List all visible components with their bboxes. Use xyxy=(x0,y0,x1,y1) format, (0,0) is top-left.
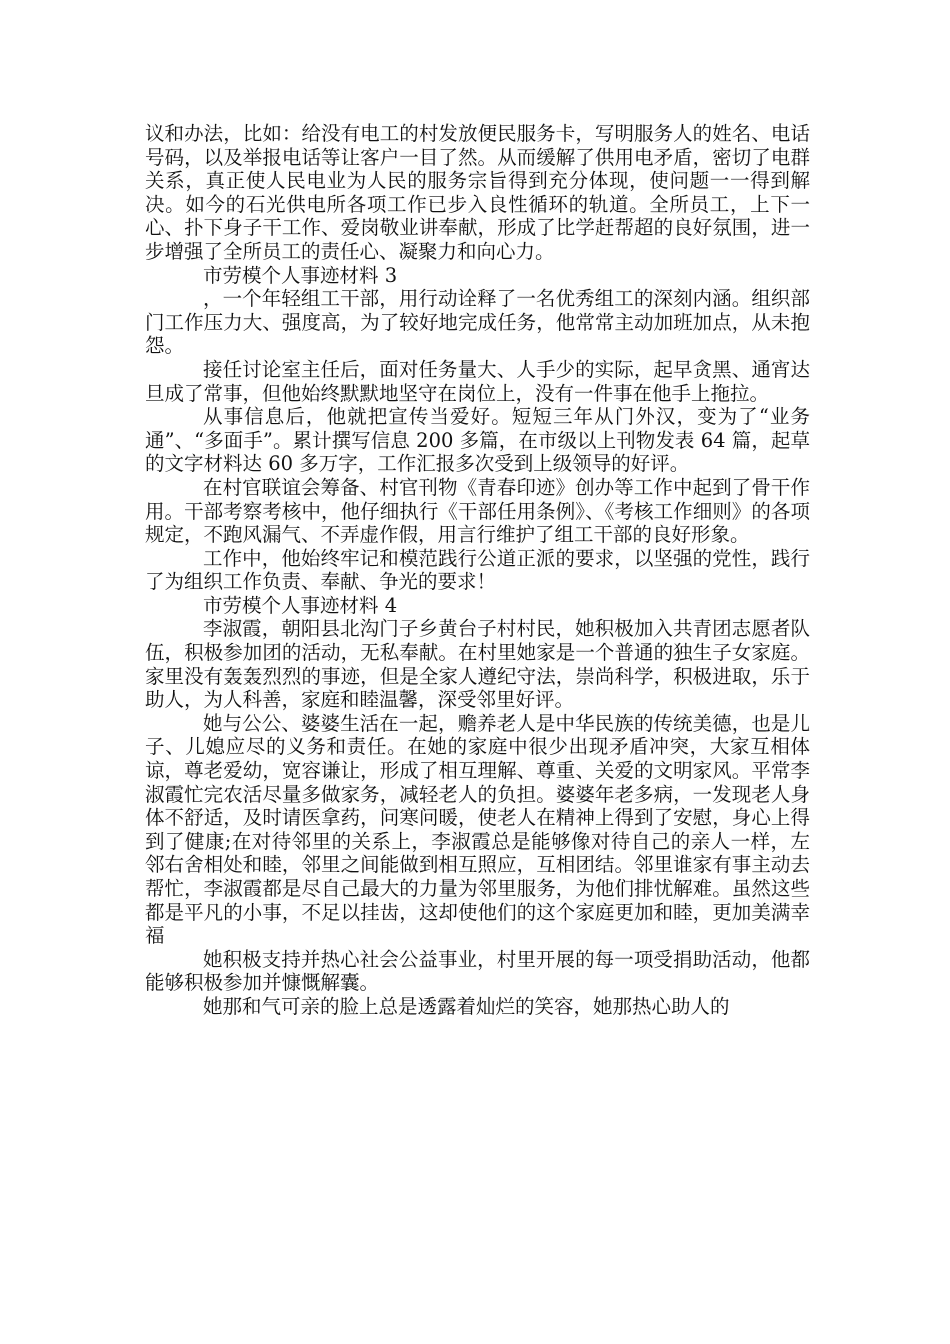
document-body xyxy=(145,122,810,1019)
paragraph-power-supply: 议和办法，比如：给没有电工的村发放便民服务卡，写明服务人的姓名、电话号码，以及举报电话等让客户一目了然。从而缓解了供用电矛盾，密切了电群关系，真正使人民电业为人民的服务宗旨得到充分体现，使问题一一得到解决。如今的石光供电所各项工作已步入良性循环的轨道。全所员工，上下一心、扑下身子干工作、爱岗敬业讲奉献，形成了比学赶帮超的良好氛围，进一步增强了全所员工的责任心、凝聚力和向心力。 xyxy=(145,122,810,263)
section-heading-3: 市劳模个人事迹材料 3 xyxy=(203,263,398,287)
section-heading-4: 市劳模个人事迹材料 4 xyxy=(203,593,398,617)
paragraph-family-harmony: 她与公公、婆婆生活在一起，赡养老人是中华民族的传统美德，也是儿子、儿媳应尽的义务和责任。在她的家庭中很少出现矛盾冲突，大家互相体谅，尊老爱幼，宽容谦让，形成了相互理解、尊重、关爱的文明家风。平常李淑霞忙完农活尽量多做家务，减轻老人的负担。婆婆年老多病，一发现老人身体不舒适，及时请医拿药，问寒问暖，使老人在精神上得到了安慰，身心上得到了健康;在对待邻里的关系上，李淑霞总是能够像对待自己的亲人一样，左邻右舍相处和睦，邻里之间能做到相互照应，互相团结。邻里谁家有事主动去帮忙，李淑霞都是尽自己最大的力量为邻里服务，为他们排忧解难。虽然这些都是平凡的小事，不足以挂齿，这却使他们的这个家庭更加和睦，更加美满幸福 xyxy=(145,711,810,948)
paragraph-li-shuxia-intro: 李淑霞，朝阳县北沟门子乡黄台子村村民，她积极加入共青团志愿者队伍，积极参加团的活动，无私奉献。在村里她家是一个普通的独生子女家庭。家里没有轰轰烈烈的事迹，但是全家人遵纪守法，崇尚科学，积极进取，乐于助人，为人科善，家庭和睦温馨，深受邻里好评。 xyxy=(145,617,810,712)
paragraph-fairness: 工作中，他始终牢记和模范践行公道正派的要求，以坚强的党性，践行了为组织工作负责、奉献、争光的要求！ xyxy=(145,546,810,594)
paragraph-research-office: 接任讨论室主任后，面对任务量大、人手少的实际，起早贪黑、通宵达旦成了常事，但他始终默默地坚守在岗位上，没有一件事在他手上拖拉。 xyxy=(145,357,810,405)
paragraph-public-welfare: 她积极支持并热心社会公益事业，村里开展的每一项受捐助活动，他都能够积极参加并慷慨解囊。 xyxy=(145,947,810,995)
paragraph-young-cadre: ，一个年轻组工干部，用行动诠释了一名优秀组工的深刻内涵。组织部门工作压力大、强度高，为了较好地完成任务，他常常主动加班加点，从未抱怨。 xyxy=(145,287,810,358)
paragraph-information-work: 从事信息后，他就把宣传当爱好。短短三年从门外汉，变为了“业务通”、“多面手”。累计撰写信息 200 多篇，在市级以上刊物发表 64 篇，起草的文字材料达 60 多万字，工作汇报多次受到上级领导的好评。 xyxy=(145,405,810,476)
paragraph-village-officials: 在村官联谊会筹备、村官刊物《青春印迹》创办等工作中起到了骨干作用。干部考察考核中，他仔细执行《干部任用条例》、《考核工作细则》的各项规定，不跑风漏气、不弄虚作假，用言行维护了组工干部的良好形象。 xyxy=(145,475,810,547)
paragraph-smile: 她那和气可亲的脸上总是透露着灿烂的笑容，她那热心助人的 xyxy=(203,994,730,1018)
